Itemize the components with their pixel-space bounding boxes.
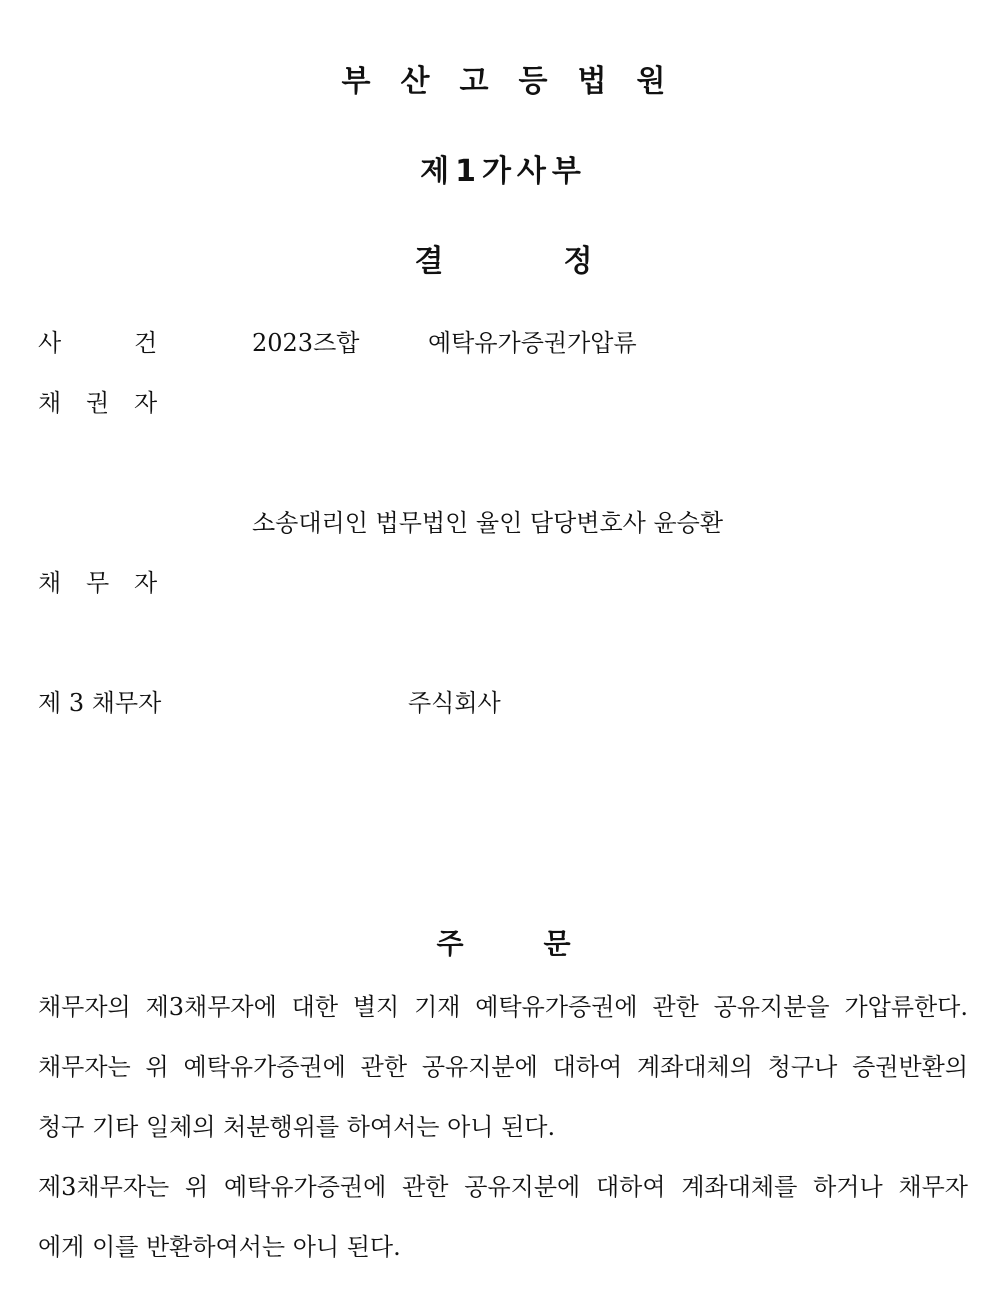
counsel-info: 소송대리인 법무법인 율인 담당변호사 윤승환 <box>252 509 724 537</box>
order-line-3: 청구 기타 일체의 처분행위를 하여서는 아니 된다. <box>38 1113 556 1141</box>
orders-title-right: 문 <box>543 927 571 960</box>
orders-title-left: 주 <box>436 927 464 960</box>
order-line-2: 채무자는 위 예탁유가증권에 관한 공유지분에 대하여 계좌대체의 청구나 증권반환의 <box>38 1053 968 1081</box>
third-debtor-name: 주식회사 <box>408 689 501 717</box>
case-name: 예탁유가증권가압류 <box>428 329 637 357</box>
court-name: 부산고등법원 <box>341 64 696 99</box>
document-type-right: 정 <box>563 244 593 279</box>
document-type <box>0 236 1007 280</box>
document-type-left: 결 <box>414 244 444 279</box>
case-number: 2023즈합 <box>252 329 360 357</box>
division-name: 제1가사부 <box>420 154 587 189</box>
third-debtor-label: 제 3 채무자 <box>38 689 162 717</box>
order-line-4: 제3채무자는 위 예탁유가증권에 관한 공유지분에 대하여 계좌대체를 하거나 채무자 <box>38 1173 968 1201</box>
order-line-1: 채무자의 제3채무자에 대한 별지 기재 예탁유가증권에 관한 공유지분을 가압류한다. <box>38 993 968 1021</box>
order-line-5: 에게 이를 반환하여서는 아니 된다. <box>38 1233 401 1261</box>
orders-title <box>0 922 1007 962</box>
